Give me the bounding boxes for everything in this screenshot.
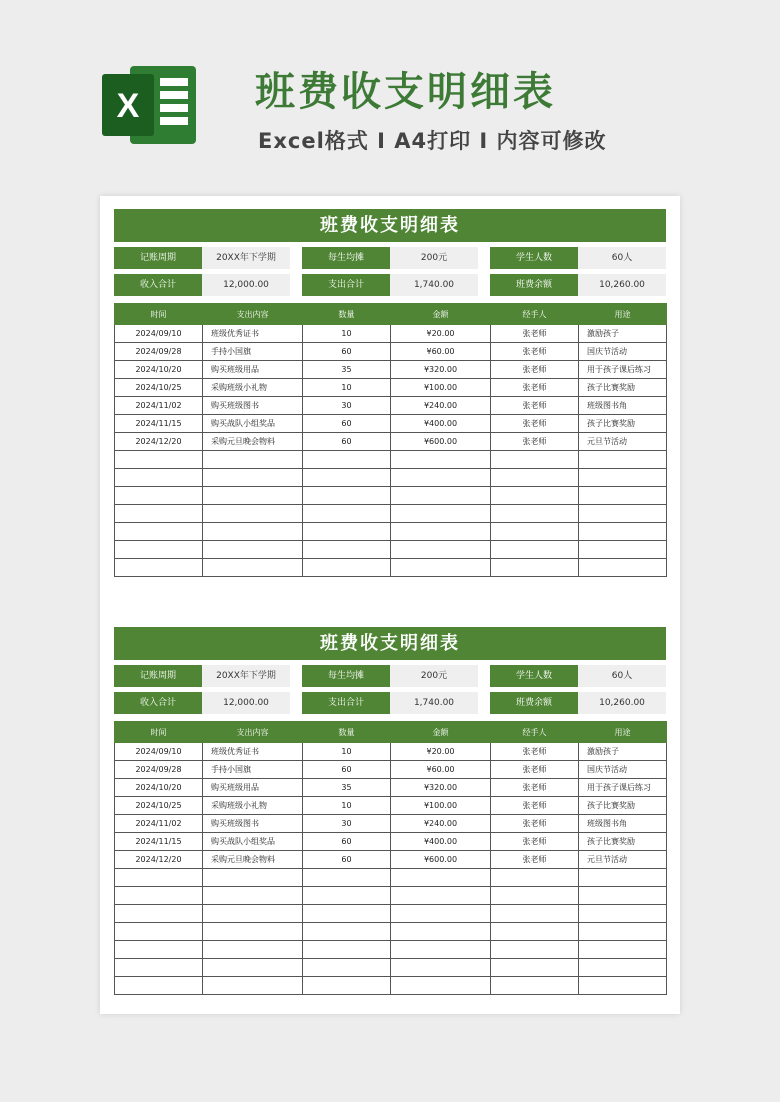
column-header: 支出内容	[203, 722, 303, 743]
table-cell[interactable]: 班级图书角	[579, 815, 667, 833]
table-cell[interactable]: 元旦节活动	[579, 851, 667, 869]
table-cell[interactable]: 60	[303, 851, 391, 869]
table-cell[interactable]: 孩子比赛奖励	[579, 415, 667, 433]
summary-label: 支出合计	[302, 274, 390, 296]
table-cell[interactable]: 10	[303, 379, 391, 397]
empty-table-cell[interactable]	[303, 559, 391, 577]
empty-table-cell[interactable]	[491, 487, 579, 505]
summary-value[interactable]: 1,740.00	[390, 274, 478, 296]
empty-table-cell[interactable]	[391, 977, 491, 995]
summary-label: 学生人数	[490, 247, 578, 269]
empty-table-cell[interactable]	[579, 451, 667, 469]
summary-row	[114, 665, 666, 687]
empty-table-cell[interactable]	[579, 923, 667, 941]
empty-table-cell[interactable]	[203, 977, 303, 995]
empty-table-cell[interactable]	[115, 559, 203, 577]
table-row	[115, 397, 667, 415]
empty-table-cell[interactable]	[391, 523, 491, 541]
table-cell[interactable]: 张老师	[491, 325, 579, 343]
empty-table-row	[115, 941, 667, 959]
summary-value[interactable]: 12,000.00	[202, 692, 290, 714]
table-cell[interactable]: 采购班级小礼物	[203, 797, 303, 815]
table-cell[interactable]: 张老师	[491, 851, 579, 869]
table-cell[interactable]: 手持小国旗	[203, 761, 303, 779]
empty-table-cell[interactable]	[203, 869, 303, 887]
empty-table-row	[115, 469, 667, 487]
table-cell[interactable]: 激励孩子	[579, 743, 667, 761]
table-cell[interactable]: 张老师	[491, 797, 579, 815]
summary-label: 收入合计	[114, 274, 202, 296]
empty-table-cell[interactable]	[491, 923, 579, 941]
empty-table-cell[interactable]	[579, 487, 667, 505]
empty-table-cell[interactable]	[391, 487, 491, 505]
empty-table-cell[interactable]	[115, 887, 203, 905]
summary-value[interactable]: 20XX年下学期	[202, 247, 290, 269]
table-cell[interactable]: 张老师	[491, 833, 579, 851]
empty-table-cell[interactable]	[115, 469, 203, 487]
table-row	[115, 379, 667, 397]
table-cell[interactable]: ¥320.00	[391, 361, 491, 379]
empty-table-cell[interactable]	[115, 523, 203, 541]
expense-table	[114, 721, 667, 995]
table-cell[interactable]: 60	[303, 833, 391, 851]
table-cell[interactable]: 2024/12/20	[115, 433, 203, 451]
empty-table-cell[interactable]	[579, 523, 667, 541]
table-cell[interactable]: 2024/10/25	[115, 379, 203, 397]
empty-table-cell[interactable]	[203, 959, 303, 977]
empty-table-row	[115, 977, 667, 995]
summary-value[interactable]: 60人	[578, 247, 666, 269]
summary-row	[114, 247, 666, 269]
empty-table-cell[interactable]	[391, 941, 491, 959]
table-cell[interactable]: 采购元旦晚会物料	[203, 851, 303, 869]
empty-table-row	[115, 959, 667, 977]
column-header: 金额	[391, 304, 491, 325]
table-cell[interactable]: ¥100.00	[391, 797, 491, 815]
empty-table-cell[interactable]	[579, 559, 667, 577]
empty-table-cell[interactable]	[579, 887, 667, 905]
table-cell[interactable]: 2024/11/15	[115, 415, 203, 433]
empty-table-cell[interactable]	[303, 505, 391, 523]
table-cell[interactable]: 班级优秀证书	[203, 325, 303, 343]
empty-table-cell[interactable]	[491, 559, 579, 577]
ledger-sheet	[114, 209, 666, 577]
empty-table-cell[interactable]	[391, 451, 491, 469]
table-header-row	[115, 304, 667, 325]
empty-table-row	[115, 523, 667, 541]
empty-table-cell[interactable]	[115, 977, 203, 995]
table-row	[115, 325, 667, 343]
table-cell[interactable]: 30	[303, 815, 391, 833]
empty-table-cell[interactable]	[579, 541, 667, 559]
empty-table-cell[interactable]	[491, 977, 579, 995]
table-cell[interactable]: 国庆节活动	[579, 761, 667, 779]
table-cell[interactable]: 孩子比赛奖励	[579, 379, 667, 397]
table-cell[interactable]: 10	[303, 797, 391, 815]
empty-table-cell[interactable]	[115, 869, 203, 887]
empty-table-cell[interactable]	[303, 977, 391, 995]
empty-table-cell[interactable]	[115, 959, 203, 977]
empty-table-cell[interactable]	[579, 959, 667, 977]
empty-table-cell[interactable]	[203, 487, 303, 505]
summary-label: 每生均摊	[302, 665, 390, 687]
sheet-title: 班费收支明细表	[114, 209, 666, 242]
empty-table-cell[interactable]	[303, 523, 391, 541]
table-cell[interactable]: 国庆节活动	[579, 343, 667, 361]
table-cell[interactable]: 张老师	[491, 397, 579, 415]
empty-table-cell[interactable]	[203, 887, 303, 905]
table-cell[interactable]: ¥400.00	[391, 833, 491, 851]
empty-table-cell[interactable]	[203, 541, 303, 559]
summary-value[interactable]: 200元	[390, 665, 478, 687]
empty-table-cell[interactable]	[203, 505, 303, 523]
table-cell[interactable]: ¥240.00	[391, 397, 491, 415]
summary-value[interactable]: 200元	[390, 247, 478, 269]
empty-table-cell[interactable]	[203, 941, 303, 959]
table-cell[interactable]: 购买班级图书	[203, 397, 303, 415]
column-header: 用途	[579, 304, 667, 325]
empty-table-cell[interactable]	[303, 887, 391, 905]
table-cell[interactable]: 2024/10/20	[115, 361, 203, 379]
empty-table-cell[interactable]	[391, 887, 491, 905]
summary-label: 班费余额	[490, 274, 578, 296]
empty-table-cell[interactable]	[391, 559, 491, 577]
empty-table-cell[interactable]	[115, 487, 203, 505]
table-cell[interactable]: 张老师	[491, 815, 579, 833]
table-row	[115, 851, 667, 869]
table-cell[interactable]: 购买战队小组奖品	[203, 415, 303, 433]
empty-table-cell[interactable]	[115, 941, 203, 959]
summary-label: 班费余额	[490, 692, 578, 714]
empty-table-row	[115, 869, 667, 887]
empty-table-cell[interactable]	[579, 941, 667, 959]
table-cell[interactable]: 购买班级用品	[203, 361, 303, 379]
summary-label: 收入合计	[114, 692, 202, 714]
column-header: 经手人	[491, 304, 579, 325]
ledger-sheet	[114, 627, 666, 995]
empty-table-row	[115, 541, 667, 559]
empty-table-cell[interactable]	[203, 451, 303, 469]
empty-table-cell[interactable]	[115, 505, 203, 523]
table-cell[interactable]: 元旦节活动	[579, 433, 667, 451]
empty-table-cell[interactable]	[115, 451, 203, 469]
summary-value[interactable]: 10,260.00	[578, 692, 666, 714]
table-cell[interactable]: 2024/11/15	[115, 833, 203, 851]
page-subtitle: Excel格式 I A4打印 I 内容可修改	[258, 129, 607, 153]
empty-table-cell[interactable]	[579, 469, 667, 487]
empty-table-row	[115, 487, 667, 505]
empty-table-cell[interactable]	[303, 905, 391, 923]
empty-table-row	[115, 887, 667, 905]
empty-table-cell[interactable]	[579, 977, 667, 995]
table-cell[interactable]: 采购元旦晚会物料	[203, 433, 303, 451]
table-row	[115, 797, 667, 815]
table-cell[interactable]: ¥600.00	[391, 851, 491, 869]
table-cell[interactable]: 激励孩子	[579, 325, 667, 343]
table-cell[interactable]: ¥240.00	[391, 815, 491, 833]
table-cell[interactable]: 孩子比赛奖励	[579, 833, 667, 851]
table-cell[interactable]: 张老师	[491, 779, 579, 797]
table-cell[interactable]: 10	[303, 325, 391, 343]
empty-table-cell[interactable]	[115, 541, 203, 559]
empty-table-row	[115, 923, 667, 941]
empty-table-cell[interactable]	[203, 905, 303, 923]
table-cell[interactable]: 10	[303, 743, 391, 761]
empty-table-cell[interactable]	[303, 959, 391, 977]
table-cell[interactable]: 35	[303, 361, 391, 379]
document-paper	[100, 196, 680, 1014]
empty-table-cell[interactable]	[303, 941, 391, 959]
empty-table-cell[interactable]	[391, 905, 491, 923]
summary-label: 支出合计	[302, 692, 390, 714]
table-cell[interactable]: 张老师	[491, 761, 579, 779]
column-header: 时间	[115, 722, 203, 743]
empty-table-cell[interactable]	[203, 523, 303, 541]
column-header: 用途	[579, 722, 667, 743]
table-cell[interactable]: 购买班级用品	[203, 779, 303, 797]
empty-table-cell[interactable]	[303, 487, 391, 505]
column-header: 金额	[391, 722, 491, 743]
table-row	[115, 761, 667, 779]
empty-table-row	[115, 451, 667, 469]
table-cell[interactable]: ¥20.00	[391, 325, 491, 343]
summary-label: 记账周期	[114, 665, 202, 687]
table-cell[interactable]: 60	[303, 415, 391, 433]
empty-table-cell[interactable]	[303, 451, 391, 469]
empty-table-cell[interactable]	[203, 559, 303, 577]
empty-table-cell[interactable]	[491, 469, 579, 487]
excel-logo-icon	[100, 60, 200, 150]
empty-table-cell[interactable]	[391, 959, 491, 977]
empty-table-cell[interactable]	[579, 505, 667, 523]
table-cell[interactable]: 用于孩子课后练习	[579, 361, 667, 379]
summary-label: 学生人数	[490, 665, 578, 687]
table-cell[interactable]: 2024/11/02	[115, 397, 203, 415]
table-cell[interactable]: 60	[303, 761, 391, 779]
table-cell[interactable]: 60	[303, 343, 391, 361]
empty-table-cell[interactable]	[303, 469, 391, 487]
empty-table-cell[interactable]	[491, 905, 579, 923]
expense-table	[114, 303, 667, 577]
empty-table-cell[interactable]	[391, 923, 491, 941]
table-cell[interactable]: 60	[303, 433, 391, 451]
empty-table-cell[interactable]	[203, 469, 303, 487]
empty-table-cell[interactable]	[491, 941, 579, 959]
table-cell[interactable]: 孩子比赛奖励	[579, 797, 667, 815]
table-cell[interactable]: 2024/09/10	[115, 743, 203, 761]
summary-value[interactable]: 60人	[578, 665, 666, 687]
table-row	[115, 833, 667, 851]
column-header: 支出内容	[203, 304, 303, 325]
empty-table-cell[interactable]	[491, 505, 579, 523]
summary-label: 记账周期	[114, 247, 202, 269]
summary-row	[114, 274, 666, 296]
table-cell[interactable]: 张老师	[491, 379, 579, 397]
empty-table-cell[interactable]	[491, 451, 579, 469]
empty-table-row	[115, 559, 667, 577]
empty-table-cell[interactable]	[391, 869, 491, 887]
table-cell[interactable]: 采购班级小礼物	[203, 379, 303, 397]
table-cell[interactable]: 2024/09/28	[115, 343, 203, 361]
page-title: 班费收支明细表	[255, 69, 556, 115]
table-cell[interactable]: 2024/11/02	[115, 815, 203, 833]
column-header: 数量	[303, 722, 391, 743]
table-cell[interactable]: 2024/10/25	[115, 797, 203, 815]
empty-table-cell[interactable]	[391, 541, 491, 559]
summary-row	[114, 692, 666, 714]
table-row	[115, 433, 667, 451]
column-header: 时间	[115, 304, 203, 325]
table-cell[interactable]: 张老师	[491, 743, 579, 761]
empty-table-row	[115, 505, 667, 523]
empty-table-cell[interactable]	[491, 869, 579, 887]
table-row	[115, 743, 667, 761]
table-cell[interactable]: 用于孩子课后练习	[579, 779, 667, 797]
empty-table-cell[interactable]	[579, 905, 667, 923]
table-cell[interactable]: ¥320.00	[391, 779, 491, 797]
empty-table-cell[interactable]	[203, 923, 303, 941]
table-cell[interactable]: ¥400.00	[391, 415, 491, 433]
summary-value[interactable]: 1,740.00	[390, 692, 478, 714]
column-header: 经手人	[491, 722, 579, 743]
table-cell[interactable]: 35	[303, 779, 391, 797]
table-row	[115, 361, 667, 379]
empty-table-cell[interactable]	[391, 505, 491, 523]
empty-table-row	[115, 905, 667, 923]
svg-text:X: X	[116, 87, 140, 125]
table-cell[interactable]: 购买班级图书	[203, 815, 303, 833]
table-cell[interactable]: 30	[303, 397, 391, 415]
summary-label: 每生均摊	[302, 247, 390, 269]
table-cell[interactable]: 张老师	[491, 415, 579, 433]
empty-table-cell[interactable]	[491, 959, 579, 977]
table-cell[interactable]: ¥20.00	[391, 743, 491, 761]
table-cell[interactable]: 张老师	[491, 433, 579, 451]
table-cell[interactable]: 2024/09/28	[115, 761, 203, 779]
table-row	[115, 415, 667, 433]
empty-table-cell[interactable]	[115, 905, 203, 923]
summary-value[interactable]: 12,000.00	[202, 274, 290, 296]
empty-table-cell[interactable]	[303, 869, 391, 887]
page-header	[0, 0, 780, 190]
empty-table-cell[interactable]	[303, 923, 391, 941]
table-cell[interactable]: 购买战队小组奖品	[203, 833, 303, 851]
table-cell[interactable]: ¥60.00	[391, 343, 491, 361]
empty-table-cell[interactable]	[491, 523, 579, 541]
table-cell[interactable]: 班级优秀证书	[203, 743, 303, 761]
empty-table-cell[interactable]	[491, 887, 579, 905]
empty-table-cell[interactable]	[391, 469, 491, 487]
table-cell[interactable]: 手持小国旗	[203, 343, 303, 361]
column-header: 数量	[303, 304, 391, 325]
empty-table-cell[interactable]	[491, 541, 579, 559]
table-cell[interactable]: 2024/10/20	[115, 779, 203, 797]
empty-table-cell[interactable]	[579, 869, 667, 887]
table-cell[interactable]: 张老师	[491, 361, 579, 379]
empty-table-cell[interactable]	[303, 541, 391, 559]
table-cell[interactable]: 2024/12/20	[115, 851, 203, 869]
sheet-title: 班费收支明细表	[114, 627, 666, 660]
table-cell[interactable]: 2024/09/10	[115, 325, 203, 343]
table-cell[interactable]: ¥600.00	[391, 433, 491, 451]
table-row	[115, 779, 667, 797]
empty-table-cell[interactable]	[115, 923, 203, 941]
table-header-row	[115, 722, 667, 743]
table-cell[interactable]: 班级图书角	[579, 397, 667, 415]
table-cell[interactable]: ¥100.00	[391, 379, 491, 397]
summary-value[interactable]: 20XX年下学期	[202, 665, 290, 687]
table-row	[115, 343, 667, 361]
table-row	[115, 815, 667, 833]
table-cell[interactable]: ¥60.00	[391, 761, 491, 779]
summary-value[interactable]: 10,260.00	[578, 274, 666, 296]
table-cell[interactable]: 张老师	[491, 343, 579, 361]
